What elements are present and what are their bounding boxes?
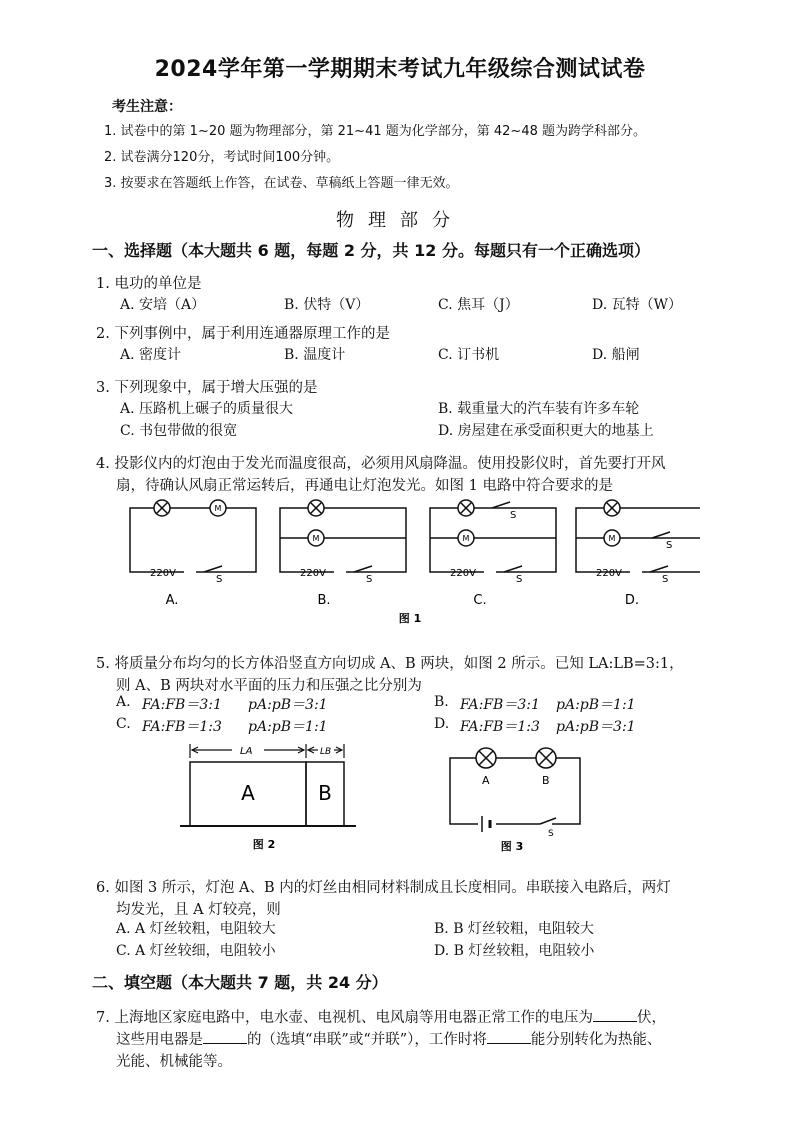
option-letter: D.	[434, 716, 450, 732]
option-force: FA:FB＝1:3	[460, 719, 540, 735]
lamp-label: A	[482, 774, 490, 787]
section-title: 物理部分	[336, 210, 464, 231]
question-stem: 6. 如图 3 所示，灯泡 A、B 内的灯丝由相同材料制成且长度相同。串联接入电路后，两灯	[96, 880, 671, 896]
option: D. 瓦特（W）	[592, 297, 683, 313]
lamp-icon	[476, 748, 496, 768]
switch-label: S	[666, 540, 673, 551]
option-pressure: pA:pB＝3:1	[248, 697, 328, 713]
option-letter: B.	[434, 694, 449, 710]
motor-label: M	[608, 534, 616, 543]
answer-blank[interactable]	[593, 1021, 637, 1022]
notice-item: 3. 按要求在答题纸上作答，在试卷、草稿纸上答题一律无效。	[104, 176, 459, 191]
question-stem: 均发光，且 A 灯较亮，则	[116, 902, 281, 918]
answer-blank[interactable]	[203, 1043, 247, 1044]
length-label: LA	[240, 746, 253, 757]
option-force: FA:FB＝3:1	[460, 697, 540, 713]
option: C. A 灯丝较细，电阻较小	[116, 943, 276, 959]
lamp-label: B	[542, 774, 550, 787]
option: B. B 灯丝较粗，电阻较大	[434, 921, 594, 937]
voltage-label: 220V	[596, 568, 622, 579]
switch-label: S	[510, 510, 517, 521]
option: D. 船闸	[592, 347, 640, 363]
voltage-label: 220V	[450, 568, 476, 579]
option-force: FA:FB＝3:1	[142, 697, 222, 713]
question-stem: 3. 下列现象中，属于增大压强的是	[96, 380, 318, 396]
option: A. 安培（A）	[120, 297, 206, 313]
question-stem: 5. 将质量分布均匀的长方体沿竖直方向切成 A、B 两块，如图 2 所示。已知 LA:LB=3:1，	[96, 656, 684, 672]
circuit-label: A.	[165, 593, 179, 608]
circuit-label: D.	[624, 593, 640, 608]
answer-blank[interactable]	[487, 1043, 531, 1044]
switch-label: S	[366, 574, 373, 585]
motor-label: M	[462, 534, 470, 543]
question-stem: 光能、机械能等。	[116, 1054, 232, 1070]
question-stem: 这些用电器是 的（选填“串联”或“并联”），工作时将 能分别转化为热能、	[116, 1032, 662, 1048]
block-label: A	[241, 781, 255, 805]
option: D. B 灯丝较粗，电阻较小	[434, 943, 595, 959]
option: C. 焦耳（J）	[438, 297, 519, 313]
figure-3-circuit	[440, 740, 590, 856]
option: B. 载重量大的汽车装有许多车轮	[438, 401, 640, 417]
question-stem: 1. 电功的单位是	[96, 276, 202, 292]
option: B. 温度计	[284, 347, 346, 363]
question-stem: 扇，待确认风扇正常运转后，再通电让灯泡发光。如图 1 电路中符合要求的是	[116, 478, 613, 494]
option-letter: A.	[116, 694, 131, 710]
motor-label: M	[312, 534, 320, 543]
option: B. 伏特（V）	[284, 297, 370, 313]
notice-item: 2. 试卷满分120分，考试时间100分钟。	[104, 150, 340, 165]
option-force: FA:FB＝1:3	[142, 719, 222, 735]
option: A. 密度计	[120, 347, 182, 363]
figure-2-blocks	[176, 738, 366, 854]
length-label: LB	[320, 747, 332, 757]
option: C. 书包带做的很宽	[120, 423, 238, 439]
switch-label: S	[548, 829, 554, 839]
question-stem: 则 A、B 两块对水平面的压力和压强之比分别为	[116, 678, 422, 694]
question-stem: 7. 上海地区家庭电路中，电水壶、电视机、电风扇等用电器正常工作的电压为 伏，	[96, 1010, 666, 1026]
lamp-icon	[536, 748, 556, 768]
circuit-label: B.	[317, 593, 331, 608]
option-pressure: pA:pB＝3:1	[556, 719, 636, 735]
lamp-icon	[308, 500, 324, 516]
figure-1-circuits	[120, 492, 700, 632]
lamp-icon	[458, 500, 474, 516]
exam-title: 2024学年第一学期期末考试九年级综合测试试卷	[154, 57, 646, 82]
figure-caption: 图 3	[500, 840, 524, 853]
switch-label: S	[516, 574, 523, 585]
voltage-label: 220V	[150, 568, 176, 579]
notice-heading: 考生注意：	[112, 99, 182, 115]
question-stem: 2. 下列事例中，属于利用连通器原理工作的是	[96, 326, 390, 342]
notice-item: 1. 试卷中的第 1~20 题为物理部分，第 21~41 题为化学部分，第 42~48 题为跨学科部分。	[104, 124, 646, 139]
option: D. 房屋建在承受面积更大的地基上	[438, 423, 654, 439]
switch-label: S	[662, 574, 669, 585]
part-heading: 一、选择题（本大题共 6 题，每题 2 分，共 12 分。每题只有一个正确选项）	[92, 241, 650, 260]
part-heading: 二、填空题（本大题共 7 题，共 24 分）	[92, 973, 388, 992]
option-pressure: pA:pB＝1:1	[556, 697, 636, 713]
option: C. 订书机	[438, 347, 500, 363]
option: A. A 灯丝较粗，电阻较大	[116, 921, 276, 937]
block-label: B	[318, 781, 332, 805]
figure-caption: 图 2	[252, 838, 276, 851]
figure-caption: 图 1	[398, 612, 422, 625]
question-stem: 4. 投影仪内的灯泡由于发光而温度很高，必须用风扇降温。使用投影仪时，首先要打开风	[96, 456, 666, 472]
motor-label: M	[214, 504, 222, 513]
lamp-icon	[154, 500, 170, 516]
option-pressure: pA:pB＝1:1	[248, 719, 328, 735]
option-letter: C.	[116, 716, 131, 732]
option: A. 压路机上碾子的质量很大	[120, 401, 294, 417]
lamp-icon	[604, 500, 620, 516]
circuit-label: C.	[473, 593, 487, 608]
voltage-label: 220V	[300, 568, 326, 579]
switch-label: S	[216, 574, 223, 585]
